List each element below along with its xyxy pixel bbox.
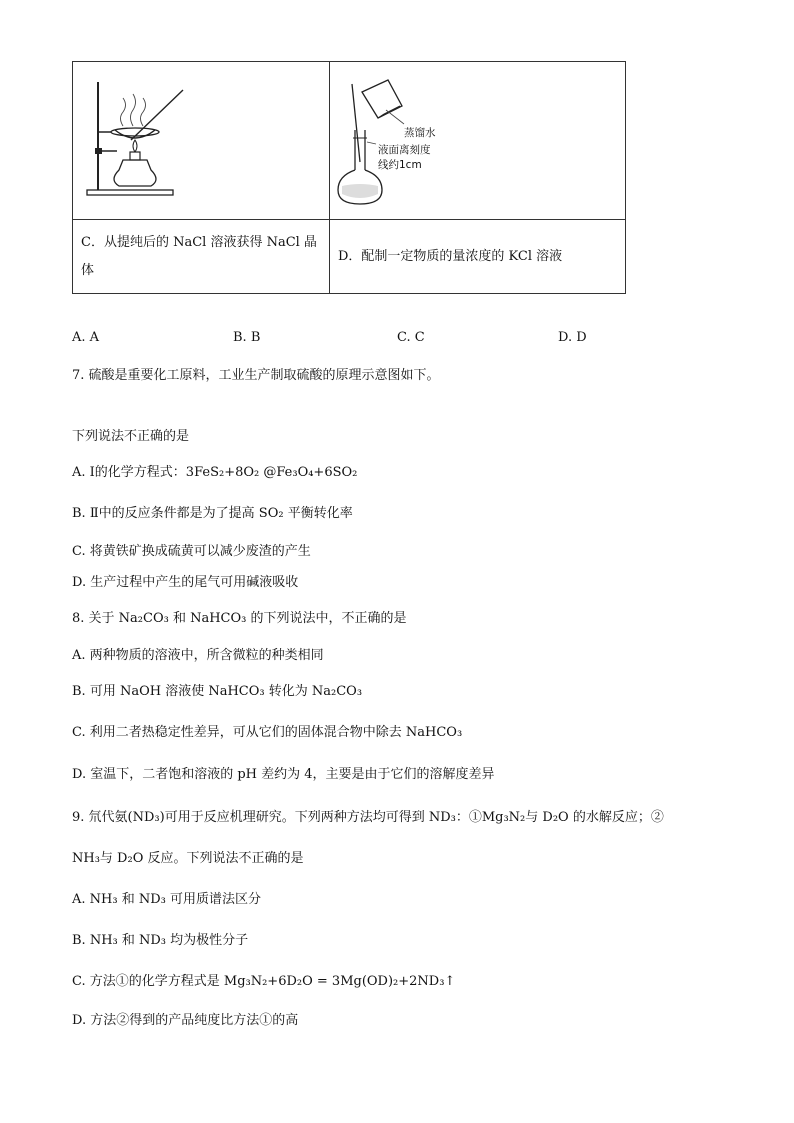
q9-option-b: B. NH₃ 和 ND₃ 均为极性分子 bbox=[72, 933, 249, 948]
q8-option-a: A. 两种物质的溶液中，所含微粒的种类相同 bbox=[72, 648, 324, 663]
q7-option-d: D. 生产过程中产生的尾气可用碱液吸收 bbox=[72, 575, 299, 590]
q7-option-b: B. Ⅱ中的反应条件都是为了提高 SO₂ 平衡转化率 bbox=[72, 506, 353, 521]
label-distilled-water: 蒸馏水 bbox=[404, 127, 436, 139]
q9-option-c: C. 方法①的化学方程式是 Mg₃N₂+6D₂O = 3Mg(OD)₂+2ND₃↑ bbox=[72, 974, 456, 989]
q8-stem: 8. 关于 Na₂CO₃ 和 NaHCO₃ 的下列说法中，不正确的是 bbox=[72, 611, 407, 626]
q9-option-a: A. NH₃ 和 ND₃ 可用质谱法区分 bbox=[72, 892, 261, 907]
apparatus-table bbox=[72, 61, 626, 294]
caption-option-d: D．配制一定物质的量浓度的 KCl 溶液 bbox=[330, 220, 626, 294]
q7-stem: 7. 硫酸是重要化工原料，工业生产制取硫酸的原理示意图如下。 bbox=[72, 368, 440, 383]
q9-stem-line2: NH₃与 D₂O 反应。下列说法不正确的是 bbox=[72, 851, 304, 866]
q6-option-a: A. A bbox=[72, 330, 100, 345]
q8-option-c: C. 利用二者热稳定性差异，可从它们的固体混合物中除去 NaHCO₃ bbox=[72, 725, 463, 740]
volumetric-flask-drawing bbox=[330, 62, 625, 215]
q8-option-d: D. 室温下，二者饱和溶液的 pH 差约为 4，主要是由于它们的溶解度差异 bbox=[72, 767, 495, 782]
label-line-1cm: 线约1cm bbox=[378, 159, 422, 171]
q6-option-d: D. D bbox=[558, 330, 587, 345]
q6-option-b: B. B bbox=[233, 330, 261, 345]
caption-option-c: C．从提纯后的 NaCl 溶液获得 NaCl 晶体 bbox=[73, 220, 330, 294]
q7-ask: 下列说法不正确的是 bbox=[72, 429, 190, 444]
evaporation-apparatus-drawing bbox=[73, 62, 329, 215]
q7-option-a-formula: 3FeS₂+8O₂ @Fe₃O₄+6SO₂ bbox=[185, 465, 358, 480]
q9-option-d: D. 方法②得到的产品纯度比方法①的高 bbox=[72, 1013, 299, 1028]
q9-stem-line1: 9. 氘代氨(ND₃)可用于反应机理研究。下列两种方法均可得到 ND₃：①Mg₃N₂与 D₂O 的水解反应；② bbox=[72, 810, 664, 825]
label-liquid-level: 液面离刻度 bbox=[378, 144, 431, 156]
q7-option-c: C. 将黄铁矿换成硫黄可以减少废渣的产生 bbox=[72, 544, 311, 559]
cell-volumetric-image bbox=[330, 62, 626, 220]
q7-option-a-prefix: A. Ⅰ的化学方程式： bbox=[72, 465, 186, 480]
q7-option-a bbox=[72, 461, 357, 480]
q8-option-b: B. 可用 NaOH 溶液使 NaHCO₃ 转化为 Na₂CO₃ bbox=[72, 684, 363, 699]
q6-option-c: C. C bbox=[397, 330, 425, 345]
cell-evaporation-image bbox=[73, 62, 330, 220]
